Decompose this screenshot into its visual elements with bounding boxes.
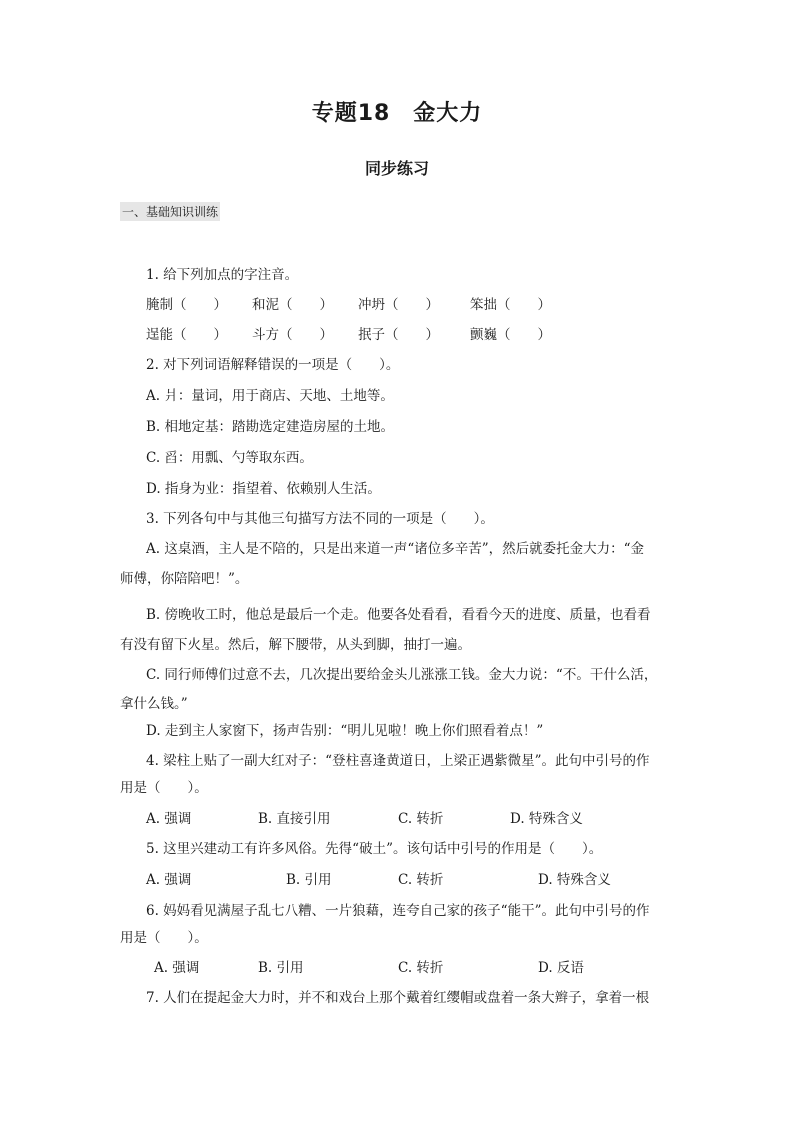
q7-stem-line1: 7. 人们在提起金大力时，并不和戏台上那个戴着红缨帽或盘着一条大辫子，拿着一根 <box>146 990 650 1006</box>
q1-row-2 <box>146 326 706 344</box>
q4-option: A. 强调 <box>146 811 192 827</box>
q3-option-a-line2: 师傅，你陪陪吧！”。 <box>120 571 249 587</box>
q1-item: 腌制（ ） <box>146 297 227 313</box>
q1-stem: 1. 给下列加点的字注音。 <box>146 267 299 283</box>
q1-item: 抿子（ ） <box>358 327 439 343</box>
q5-option: C. 转折 <box>398 872 444 888</box>
q3-option-c-line2: 拿什么钱。” <box>120 696 188 712</box>
q5-option: D. 特殊含义 <box>538 872 611 888</box>
q2-option-d: D. 指身为业：指望着、依赖别人生活。 <box>146 481 381 497</box>
q3-option-b-line2: 有没有留下火星。然后，解下腰带，从头到脚，抽打一遍。 <box>120 637 471 653</box>
q4-option: B. 直接引用 <box>258 811 331 827</box>
q6-stem-line1: 6. 妈妈看见满屋子乱七八糟、一片狼藉，连夸自己家的孩子“能干”。此句中引号的作 <box>146 903 650 919</box>
q1-item: 笨拙（ ） <box>470 297 551 313</box>
q6-stem-line2: 用是（ ）。 <box>120 930 208 946</box>
q1-row-1 <box>146 296 706 314</box>
q5-options <box>146 871 706 889</box>
q4-option: D. 特殊含义 <box>510 811 583 827</box>
section-heading: 一、基础知识训练 <box>120 202 220 221</box>
q1-item: 斗方（ ） <box>252 327 333 343</box>
q2-option-a: A. 爿：量词，用于商店、天地、土地等。 <box>146 388 394 404</box>
q6-option: B. 引用 <box>258 960 304 976</box>
q3-option-a-line1: A. 这桌酒，主人是不陪的，只是出来道一声“诸位多辛苦”，然后就委托金大力：“金 <box>146 541 645 557</box>
q3-option-c-line1: C. 同行师傅们过意不去，几次提出要给金头儿涨涨工钱。金大力说：“不。干什么活， <box>146 667 658 683</box>
page-title: 专题18 金大力 <box>311 101 483 126</box>
q5-option: B. 引用 <box>286 872 332 888</box>
q1-item: 颤巍（ ） <box>470 327 551 343</box>
q6-option: D. 反语 <box>538 960 584 976</box>
q1-item: 和泥（ ） <box>252 297 333 313</box>
q4-stem-line1: 4. 梁柱上贴了一副大红对子：“登柱喜逢黄道日，上梁正遇紫微星”。此句中引号的作 <box>146 753 650 769</box>
q4-option: C. 转折 <box>398 811 444 827</box>
q2-option-c: C. 舀：用瓢、勺等取东西。 <box>146 450 313 466</box>
q5-option: A. 强调 <box>146 872 192 888</box>
q6-options <box>154 959 714 977</box>
q2-option-b: B. 相地定基：踏勘选定建造房屋的土地。 <box>146 419 395 435</box>
q6-option: C. 转折 <box>398 960 444 976</box>
q5-stem: 5. 这里兴建动工有许多风俗。先得“破土”。该句话中引号的作用是（ ）。 <box>146 841 603 857</box>
q3-stem: 3. 下列各句中与其他三句描写方法不同的一项是（ ）。 <box>146 511 494 527</box>
q4-options <box>146 810 706 828</box>
q4-stem-line2: 用是（ ）。 <box>120 780 208 796</box>
q3-option-b-line1: B. 傍晚收工时，他总是最后一个走。他要各处看看，看看今天的进度、质量，也看看 <box>146 607 651 623</box>
q1-item: 逞能（ ） <box>146 327 227 343</box>
q6-option: A. 强调 <box>154 960 200 976</box>
q3-option-d: D. 走到主人家窗下，扬声告别：“明儿见啦！晚上你们照看着点！” <box>146 723 544 739</box>
q1-item: 冲坍（ ） <box>358 297 439 313</box>
page-subtitle: 同步练习 <box>364 159 429 178</box>
q2-stem: 2. 对下列词语解释错误的一项是（ ）。 <box>146 357 400 373</box>
